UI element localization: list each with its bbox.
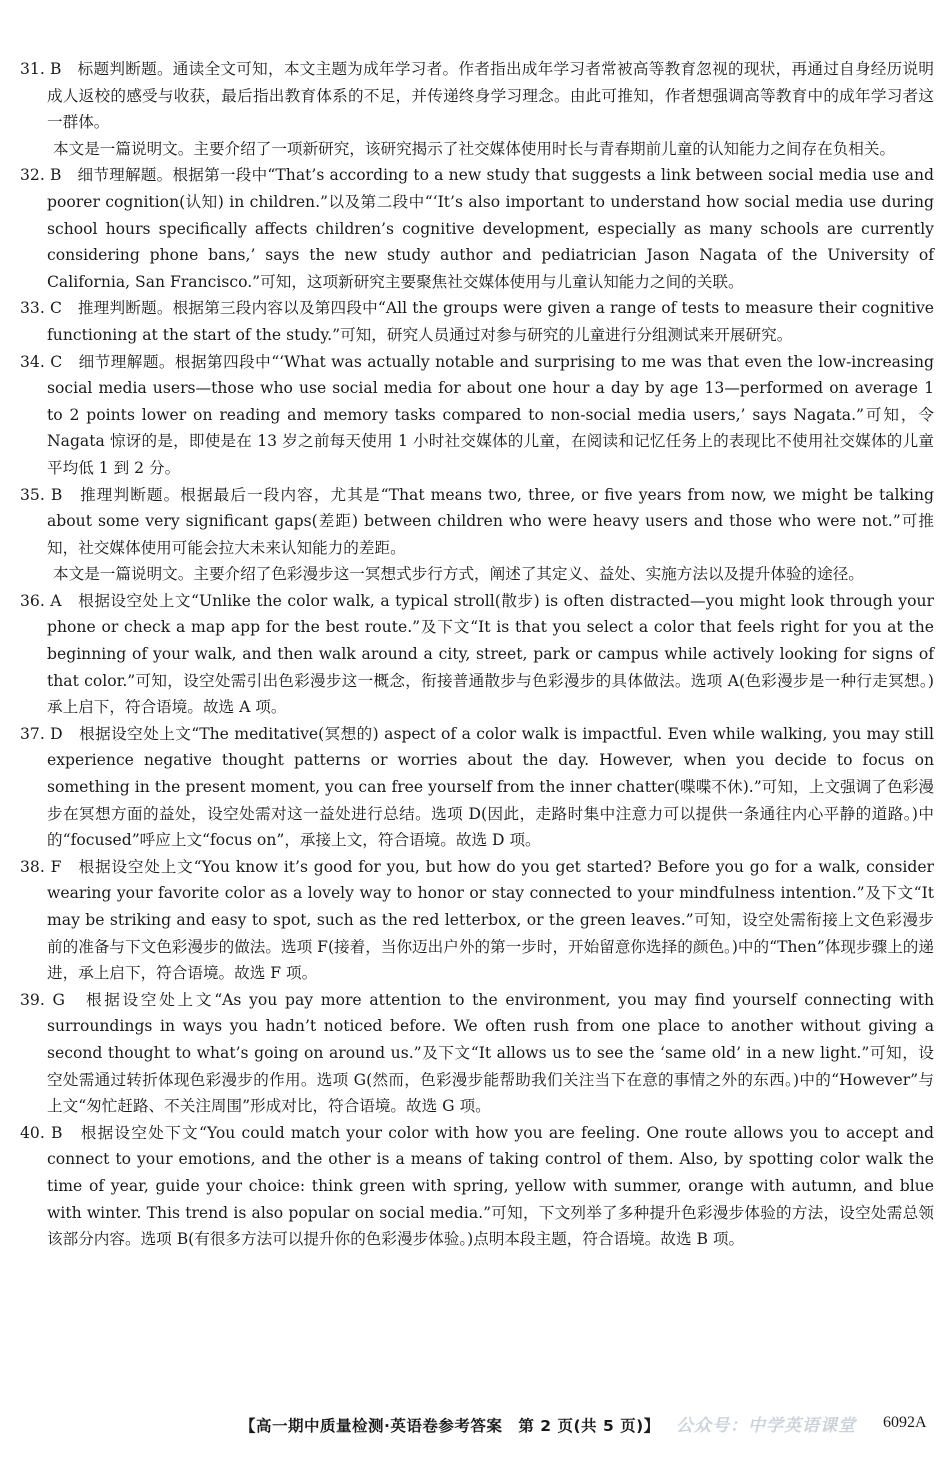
answer-37: 37. D 根据设空处上文“The meditative(冥想的) aspect of a color walk is impactful. Even while walking, you may still experience negative thought patterns or worries about the day. However, when you decide to focus on something in the present moment, you can free yourself from the inner chatter(喋喋不休).”可知，上文强调了色彩漫步在冥想方面的益处，设空处需对这一益处进行总结。选项 D(因此，走路时集中注意力可以提供一条通往内心平静的道路。)中的“focused”呼应上文“focus on”，承接上文，符合语境。故选 D 项。 — [20, 724, 934, 850]
answer-36: 36. A 根据设空处上文“Unlike the color walk, a typical stroll(散步) is often distracted—you might look through your phone or check a map app for the best route.”及下文“It is that you select a color that feels right for you at the beginning of your walk, and then walk around a city, street, park or campus while actively looking for signs of that color.”可知，设空处需引出色彩漫步这一概念，衔接普通散步与色彩漫步的具体做法。选项 A(色彩漫步是一种行走冥想。)承上启下，符合语境。故选 A 项。 — [20, 591, 934, 717]
answer-34: 34. C 细节理解题。根据第四段中“‘What was actually notable and surprising to me was that even the low-increasing social media users—those who use social media for about one hour a day by age 13—performed on average 1 to 2 points lower on reading and memory tasks compared to non-social media users,’ says Nagata.”可知，令 Nagata 惊讶的是，即使是在 13 岁之前每天使用 1 小时社交媒体的儿童，在阅读和记忆任务上的表现比不使用社交媒体的儿童平均低 1 到 2 分。 — [20, 352, 934, 477]
document-code: 6092A — [883, 1414, 927, 1431]
answer-39: 39. G 根据设空处上文“As you pay more attention to the environment, you may find yourself connecting with surroundings in ways you hadn’t noticed before. We often rush from one place to another without giving a second thought to what’s going on around us.”及下文“It allows us to see the ‘same old’ in a new light.”可知，设空处需通过转折体现色彩漫步的作用。选项 G(然而，色彩漫步能帮助我们关注当下在意的事情之外的东西。)中的“However”与上文“匆忙赶路、不关注周围”形成对比，符合语境。故选 G 项。 — [20, 990, 934, 1116]
answer-33: 33. C 推理判断题。根据第三段内容以及第四段中“All the groups were given a range of tests to measure their cognitive functioning at the start of the study.”可知，研究人员通过对参与研究的儿童进行分组测试来开展研究。 — [20, 299, 934, 344]
answer-40: 40. B 根据设空处下文“You could match your color with how you are feeling. One route allows you to accept and connect to your emotions, and the other is a means of taking control of them. Also, by spotting color walk the time of year, guide your choice: think green with spring, yellow with summer, orange with autumn, and blue with winter. This trend is also popular on social media.”可知，下文列举了多种提升色彩漫步体验的方法，设空处需总领该部分内容。选项 B(有很多方法可以提升你的色彩漫步体验。)点明本段主题，符合语境。故选 B 项。 — [20, 1123, 934, 1249]
passage-summary-c: 本文是一篇说明文。主要介绍了一项新研究，该研究揭示了社交媒体使用时长与青春期前儿童的认知能力之间存在负相关。 — [53, 139, 896, 158]
answer-31: 31. B 标题判断题。通读全文可知，本文主题为成年学习者。作者指出成年学习者常被高等教育忽视的现状，再通过自身经历说明成人返校的感受与收获，最后指出教育体系的不足，并传递终身学习理念。由此可推知，作者想强调高等教育中的成年学习者这一群体。 — [20, 60, 934, 132]
watermark: 公众号：中学英语课堂 — [676, 1416, 856, 1436]
answer-key-body — [20, 56, 934, 1253]
page-footer — [0, 1414, 950, 1440]
passage-summary-d: 本文是一篇说明文。主要介绍了色彩漫步这一冥想式步行方式，阐述了其定义、益处、实施方法以及提升体验的途径。 — [53, 565, 864, 584]
answer-32: 32. B 细节理解题。根据第一段中“That’s according to a new study that suggests a link between social media use and poorer cognition(认知) in children.”以及第二段中“‘It’s also important to understand how social media use during school hours specifically affects children’s cognitive development, especially as many schools are currently considering phone bans,’ says the new study author and pediatrician Jason Nagata of the University of California, San Francisco.”可知，这项新研究主要聚焦社交媒体使用与儿童认知能力之间的关联。 — [20, 166, 934, 291]
footer-title: 【高一期中质量检测·英语卷参考答案 第 2 页(共 5 页)】 — [240, 1417, 660, 1435]
answer-38: 38. F 根据设空处上文“You know it’s good for you, but how do you get started? Before you go for a walk, consider wearing your favorite color as a lovely way to honor or stay connected to your mindfulness intention.”及下文“It may be striking and easy to spot, such as the red letterbox, or the green leaves.”可知，设空处需衔接上文色彩漫步前的准备与下文色彩漫步的做法。选项 F(接着，当你迈出户外的第一步时，开始留意你选择的颜色。)中的“Then”体现步骤上的递进，承上启下，符合语境。故选 F 项。 — [20, 857, 934, 983]
answer-35: 35. B 推理判断题。根据最后一段内容，尤其是“That means two, three, or five years from now, we might be talking about some very significant gaps(差距) between children who were heavy users and those who were not.”可推知，社交媒体使用可能会拉大未来认知能力的差距。 — [20, 485, 934, 557]
